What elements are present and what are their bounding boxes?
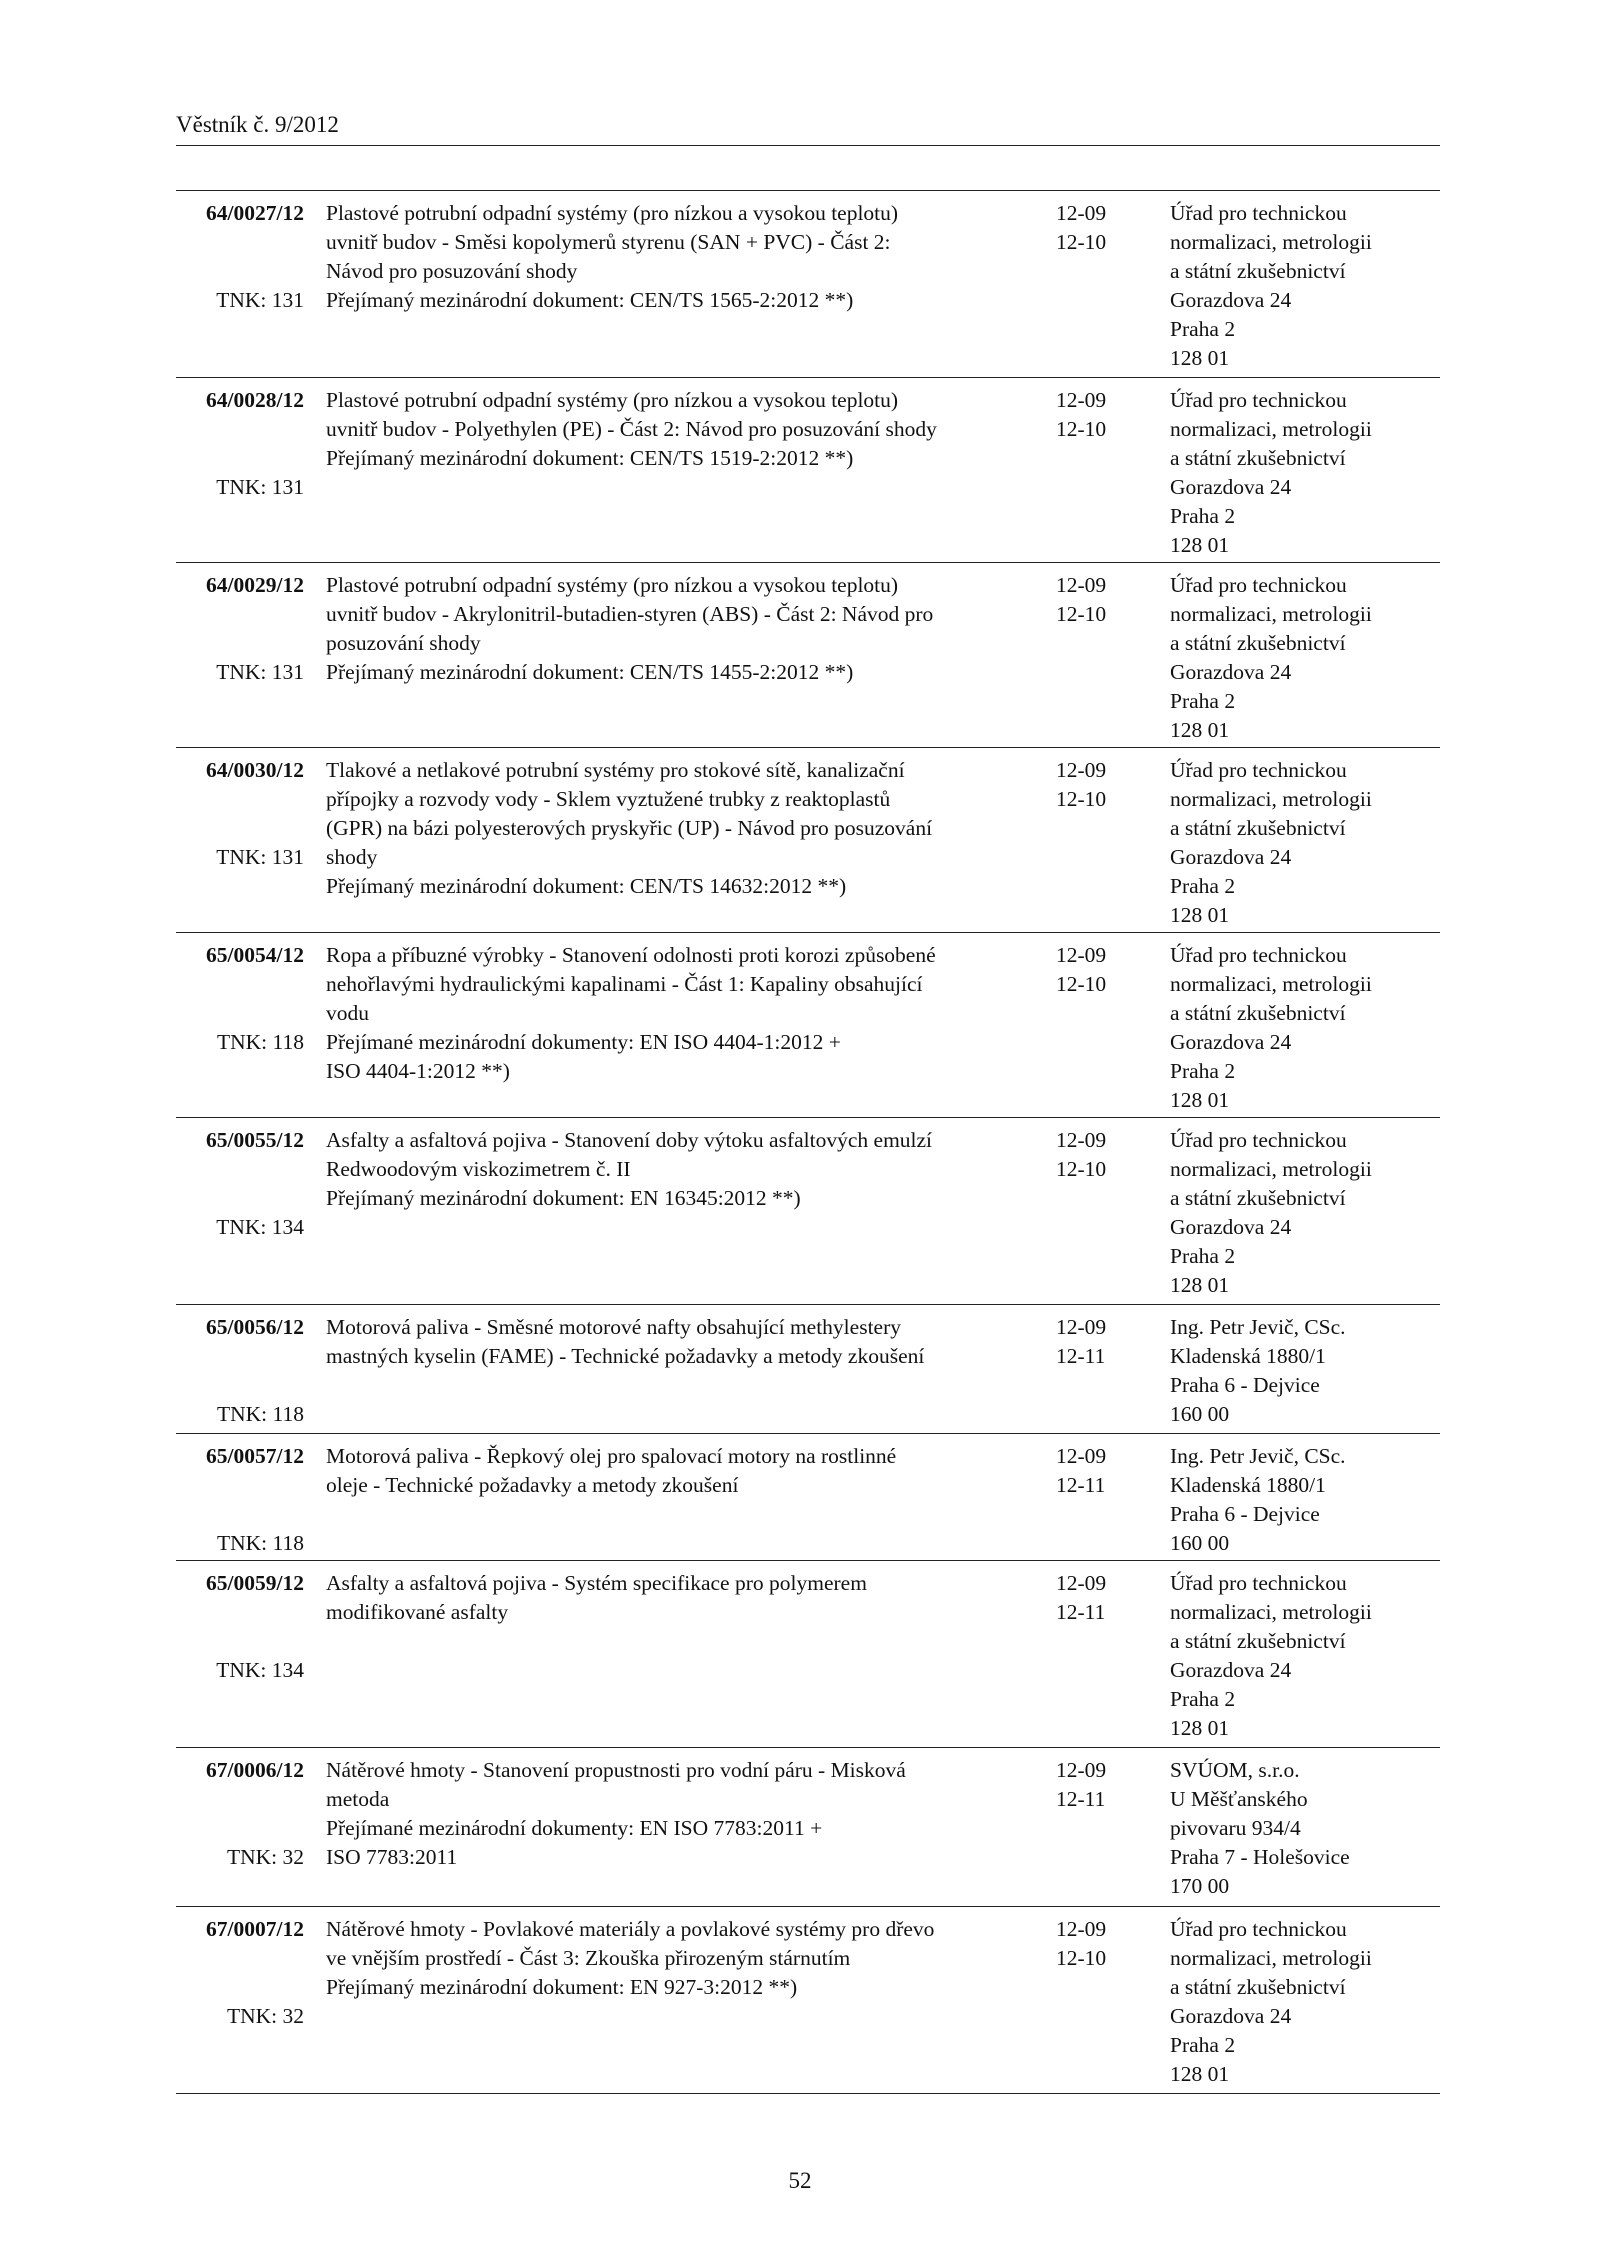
entry-date: 12-10 bbox=[1056, 602, 1107, 626]
entry-tnk: TNK: 134 bbox=[216, 1658, 304, 1682]
entry-address-line: a státní zkušebnictví bbox=[1170, 816, 1346, 840]
entry-date: 12-09 bbox=[1056, 758, 1107, 782]
entry-title-line: Přejímané mezinárodní dokumenty: EN ISO 7783:2011 + bbox=[326, 1816, 823, 1840]
entry-address-line: Úřad pro technickou bbox=[1170, 1571, 1347, 1595]
entry-address bbox=[1170, 571, 1440, 745]
entry-tnk: TNK: 32 bbox=[226, 1845, 304, 1869]
entry-number-cell bbox=[176, 1915, 304, 2028]
entry-address-line: normalizaci, metrologii bbox=[1170, 417, 1372, 441]
entry-tnk: TNK: 131 bbox=[216, 660, 304, 684]
entry-date: 12-10 bbox=[1056, 1946, 1107, 1970]
entry-address-line: Úřad pro technickou bbox=[1170, 1917, 1347, 1941]
entry-address-line: 128 01 bbox=[1170, 718, 1230, 742]
entry-address-line: Praha 2 bbox=[1170, 1687, 1236, 1711]
entry-number: 65/0056/12 bbox=[206, 1315, 304, 1339]
entry-title-line: ISO 4404-1:2012 **) bbox=[326, 1059, 510, 1083]
entry-tnk: TNK: 131 bbox=[216, 475, 304, 499]
entry-title-line: uvnitř budov - Směsi kopolymerů styrenu (SAN + PVC) - Část 2: bbox=[326, 230, 891, 254]
header-title: Věstník č. 9/2012 bbox=[176, 112, 339, 137]
entry-address-line: Úřad pro technickou bbox=[1170, 201, 1347, 225]
entry-address-line: normalizaci, metrologii bbox=[1170, 230, 1372, 254]
entry-tnk: TNK: 118 bbox=[217, 1030, 304, 1054]
entry-address-line: 128 01 bbox=[1170, 903, 1230, 927]
entry-address-line: Gorazdova 24 bbox=[1170, 475, 1292, 499]
table-row bbox=[176, 1305, 1440, 1434]
entry-title-line: Motorová paliva - Řepkový olej pro spalovací motory na rostlinné bbox=[326, 1444, 897, 1468]
entry-address-line: 128 01 bbox=[1170, 533, 1230, 557]
entry-number: 67/0007/12 bbox=[206, 1917, 304, 1941]
entry-dates bbox=[1056, 1756, 1136, 1814]
entry-date: 12-09 bbox=[1056, 388, 1107, 412]
entry-date: 12-09 bbox=[1056, 1315, 1107, 1339]
entry-title-line: Asfalty a asfaltová pojiva - Systém specifikace pro polymerem bbox=[326, 1571, 867, 1595]
entry-title-line: Přejímané mezinárodní dokumenty: EN ISO 4404-1:2012 + bbox=[326, 1030, 841, 1054]
entry-title-line: přípojky a rozvody vody - Sklem vyztužené trubky z reaktoplastů bbox=[326, 787, 891, 811]
entry-address bbox=[1170, 1569, 1440, 1743]
entry-address-line: 128 01 bbox=[1170, 346, 1230, 370]
entry-address-line: Kladenská 1880/1 bbox=[1170, 1344, 1326, 1368]
entry-dates bbox=[1056, 756, 1136, 814]
entry-address-line: 128 01 bbox=[1170, 1273, 1230, 1297]
entry-title-line: Návod pro posuzování shody bbox=[326, 259, 578, 283]
entry-address-line: Gorazdova 24 bbox=[1170, 2004, 1292, 2028]
entry-address-line: Úřad pro technickou bbox=[1170, 388, 1347, 412]
entry-dates bbox=[1056, 386, 1136, 444]
entry-address-line: normalizaci, metrologii bbox=[1170, 972, 1372, 996]
entry-address-line: normalizaci, metrologii bbox=[1170, 1157, 1372, 1181]
entry-address bbox=[1170, 386, 1440, 560]
entry-address-line: pivovaru 934/4 bbox=[1170, 1816, 1301, 1840]
entry-address-line: a státní zkušebnictví bbox=[1170, 1001, 1346, 1025]
entry-address-line: a státní zkušebnictví bbox=[1170, 1975, 1346, 1999]
entry-address-line: Úřad pro technickou bbox=[1170, 943, 1347, 967]
entry-date: 12-09 bbox=[1056, 1571, 1107, 1595]
entry-dates bbox=[1056, 1915, 1136, 1973]
entry-address-line: Praha 6 - Dejvice bbox=[1170, 1502, 1320, 1526]
entry-number-cell bbox=[176, 1126, 304, 1239]
entry-address-line: normalizaci, metrologii bbox=[1170, 1600, 1372, 1624]
entry-tnk: TNK: 32 bbox=[226, 2004, 304, 2028]
entry-address-line: a státní zkušebnictví bbox=[1170, 631, 1346, 655]
entry-address bbox=[1170, 1126, 1440, 1300]
entry-date: 12-11 bbox=[1056, 1344, 1106, 1368]
entry-tnk: TNK: 131 bbox=[216, 288, 304, 312]
entry-title-line: Přejímaný mezinárodní dokument: CEN/TS 14632:2012 **) bbox=[326, 874, 847, 898]
entries-list bbox=[176, 190, 1440, 2094]
entry-dates bbox=[1056, 941, 1136, 999]
table-row bbox=[176, 1907, 1440, 2094]
entry-title-line: ISO 7783:2011 bbox=[326, 1845, 458, 1869]
entry-number-cell bbox=[176, 386, 304, 499]
table-row bbox=[176, 378, 1440, 563]
entry-address-line: Gorazdova 24 bbox=[1170, 1215, 1292, 1239]
entry-number-cell bbox=[176, 1313, 304, 1426]
entry-title-line: Nátěrové hmoty - Povlakové materiály a povlakové systémy pro dřevo bbox=[326, 1917, 935, 1941]
entry-title-line: Tlakové a netlakové potrubní systémy pro stokové sítě, kanalizační bbox=[326, 758, 905, 782]
entry-title-line: mastných kyselin (FAME) - Technické požadavky a metody zkoušení bbox=[326, 1344, 925, 1368]
entry-address bbox=[1170, 756, 1440, 930]
entry-number-cell bbox=[176, 1569, 304, 1682]
entry-title-line: Plastové potrubní odpadní systémy (pro nízkou a vysokou teplotu) bbox=[326, 388, 899, 412]
entry-date: 12-09 bbox=[1056, 201, 1107, 225]
entry-address-line: SVÚOM, s.r.o. bbox=[1170, 1758, 1300, 1782]
entry-title-line: Nátěrové hmoty - Stanovení propustnosti pro vodní páru - Misková bbox=[326, 1758, 906, 1782]
entry-number: 65/0054/12 bbox=[206, 943, 304, 967]
entry-title-line: vodu bbox=[326, 1001, 369, 1025]
table-row bbox=[176, 563, 1440, 748]
entry-title-line: posuzování shody bbox=[326, 631, 481, 655]
entry-address bbox=[1170, 1915, 1440, 2089]
entry-title-line: Přejímaný mezinárodní dokument: EN 927-3:2012 **) bbox=[326, 1975, 798, 1999]
entry-number: 64/0030/12 bbox=[206, 758, 304, 782]
entry-number: 64/0027/12 bbox=[206, 201, 304, 225]
entry-address-line: Praha 2 bbox=[1170, 874, 1236, 898]
entry-address-line: Praha 2 bbox=[1170, 504, 1236, 528]
entry-address-line: Gorazdova 24 bbox=[1170, 288, 1292, 312]
entry-dates bbox=[1056, 571, 1136, 629]
entry-address-line: 160 00 bbox=[1170, 1531, 1230, 1555]
entry-title-line: metoda bbox=[326, 1787, 390, 1811]
entry-date: 12-09 bbox=[1056, 943, 1107, 967]
entry-number-cell bbox=[176, 571, 304, 684]
entry-address-line: Gorazdova 24 bbox=[1170, 845, 1292, 869]
entry-address-line: Gorazdova 24 bbox=[1170, 1030, 1292, 1054]
entry-address-line: Gorazdova 24 bbox=[1170, 660, 1292, 684]
entry-address-line: normalizaci, metrologii bbox=[1170, 787, 1372, 811]
entry-number: 64/0028/12 bbox=[206, 388, 304, 412]
entry-number: 65/0059/12 bbox=[206, 1571, 304, 1595]
table-row bbox=[176, 1748, 1440, 1907]
entry-title-line: Motorová paliva - Směsné motorové nafty obsahující methylestery bbox=[326, 1315, 901, 1339]
entry-address-line: Úřad pro technickou bbox=[1170, 1128, 1347, 1152]
entry-number-cell bbox=[176, 941, 304, 1054]
entry-tnk: TNK: 134 bbox=[216, 1215, 304, 1239]
entry-address-line: Ing. Petr Jevič, CSc. bbox=[1170, 1315, 1346, 1339]
entry-date: 12-09 bbox=[1056, 1917, 1107, 1941]
entry-date: 12-09 bbox=[1056, 1128, 1107, 1152]
entry-title-line: Ropa a příbuzné výrobky - Stanovení odolnosti proti korozi způsobené bbox=[326, 943, 936, 967]
entry-title-line: Redwoodovým viskozimetrem č. II bbox=[326, 1157, 631, 1181]
entry-date: 12-11 bbox=[1056, 1600, 1106, 1624]
entry-address-line: Praha 6 - Dejvice bbox=[1170, 1373, 1320, 1397]
entry-number: 65/0057/12 bbox=[206, 1444, 304, 1468]
entry-address-line: 170 00 bbox=[1170, 1874, 1230, 1898]
entry-address bbox=[1170, 1442, 1440, 1558]
entry-address bbox=[1170, 941, 1440, 1115]
entry-number-cell bbox=[176, 756, 304, 869]
entry-title-line: Přejímaný mezinárodní dokument: CEN/TS 1455-2:2012 **) bbox=[326, 660, 854, 684]
entry-dates bbox=[1056, 1313, 1136, 1371]
entry-title-line: ve vnějším prostředí - Část 3: Zkouška přirozeným stárnutím bbox=[326, 1946, 851, 1970]
entry-address-line: normalizaci, metrologii bbox=[1170, 1946, 1372, 1970]
entry-title-line: oleje - Technické požadavky a metody zkoušení bbox=[326, 1473, 739, 1497]
entry-address-line: Gorazdova 24 bbox=[1170, 1658, 1292, 1682]
entry-title-line: uvnitř budov - Akrylonitril-butadien-styren (ABS) - Část 2: Návod pro bbox=[326, 602, 934, 626]
entry-dates bbox=[1056, 1126, 1136, 1184]
entry-title-line: nehořlavými hydraulickými kapalinami - Část 1: Kapaliny obsahující bbox=[326, 972, 923, 996]
entry-dates bbox=[1056, 1569, 1136, 1627]
entry-dates bbox=[1056, 199, 1136, 257]
entry-title-line: uvnitř budov - Polyethylen (PE) - Část 2: Návod pro posuzování shody bbox=[326, 417, 937, 441]
entry-title-line: Přejímaný mezinárodní dokument: EN 16345:2012 **) bbox=[326, 1186, 801, 1210]
entry-dates bbox=[1056, 1442, 1136, 1500]
entry-number: 67/0006/12 bbox=[206, 1758, 304, 1782]
entry-number-cell bbox=[176, 199, 304, 312]
page-number: 52 bbox=[788, 2168, 812, 2193]
entry-address-line: U Měšťanského bbox=[1170, 1787, 1308, 1811]
entry-address-line: 128 01 bbox=[1170, 1088, 1230, 1112]
entry-tnk: TNK: 118 bbox=[217, 1402, 304, 1426]
entry-address-line: Úřad pro technickou bbox=[1170, 758, 1347, 782]
entry-date: 12-10 bbox=[1056, 1157, 1107, 1181]
entry-address-line: 160 00 bbox=[1170, 1402, 1230, 1426]
entry-title-line: Asfalty a asfaltová pojiva - Stanovení doby výtoku asfaltových emulzí bbox=[326, 1128, 933, 1152]
table-row bbox=[176, 748, 1440, 933]
entry-address bbox=[1170, 1756, 1440, 1901]
entry-address-line: Úřad pro technickou bbox=[1170, 573, 1347, 597]
entry-address-line: Praha 7 - Holešovice bbox=[1170, 1845, 1350, 1869]
entry-number: 64/0029/12 bbox=[206, 573, 304, 597]
page-header bbox=[176, 112, 1440, 146]
table-row bbox=[176, 933, 1440, 1118]
entry-address-line: Kladenská 1880/1 bbox=[1170, 1473, 1326, 1497]
entry-address bbox=[1170, 1313, 1440, 1429]
table-row bbox=[176, 1118, 1440, 1305]
entry-address-line: Praha 2 bbox=[1170, 2033, 1236, 2057]
entry-title-line: modifikované asfalty bbox=[326, 1600, 509, 1624]
entry-number-cell bbox=[176, 1442, 304, 1555]
table-row bbox=[176, 1561, 1440, 1748]
entry-title-line: shody bbox=[326, 845, 378, 869]
entry-address bbox=[1170, 199, 1440, 373]
table-row bbox=[176, 1434, 1440, 1561]
entry-address-line: a státní zkušebnictví bbox=[1170, 259, 1346, 283]
entry-date: 12-10 bbox=[1056, 787, 1107, 811]
entry-address-line: Praha 2 bbox=[1170, 1244, 1236, 1268]
entry-title-line: Plastové potrubní odpadní systémy (pro nízkou a vysokou teplotu) bbox=[326, 201, 899, 225]
entry-date: 12-11 bbox=[1056, 1787, 1106, 1811]
entry-date: 12-09 bbox=[1056, 1444, 1107, 1468]
entry-address-line: Praha 2 bbox=[1170, 1059, 1236, 1083]
entry-tnk: TNK: 118 bbox=[217, 1531, 304, 1555]
entry-number-cell bbox=[176, 1756, 304, 1869]
entry-title-line: Přejímaný mezinárodní dokument: CEN/TS 1519-2:2012 **) bbox=[326, 446, 854, 470]
entry-address-line: 128 01 bbox=[1170, 1716, 1230, 1740]
entry-title-line: Plastové potrubní odpadní systémy (pro nízkou a vysokou teplotu) bbox=[326, 573, 899, 597]
entry-date: 12-10 bbox=[1056, 417, 1107, 441]
entry-date: 12-10 bbox=[1056, 230, 1107, 254]
entry-address-line: a státní zkušebnictví bbox=[1170, 446, 1346, 470]
entry-address-line: Ing. Petr Jevič, CSc. bbox=[1170, 1444, 1346, 1468]
entry-title-line: (GPR) na bázi polyesterových pryskyřic (UP) - Návod pro posuzování bbox=[326, 816, 933, 840]
entry-address-line: normalizaci, metrologii bbox=[1170, 602, 1372, 626]
entry-address-line: a státní zkušebnictví bbox=[1170, 1186, 1346, 1210]
entry-date: 12-09 bbox=[1056, 1758, 1107, 1782]
entry-address-line: a státní zkušebnictví bbox=[1170, 1629, 1346, 1653]
table-row bbox=[176, 191, 1440, 378]
entry-date: 12-09 bbox=[1056, 573, 1107, 597]
entry-date: 12-10 bbox=[1056, 972, 1107, 996]
entry-number: 65/0055/12 bbox=[206, 1128, 304, 1152]
entry-title-line: Přejímaný mezinárodní dokument: CEN/TS 1565-2:2012 **) bbox=[326, 288, 854, 312]
entry-address-line: Praha 2 bbox=[1170, 317, 1236, 341]
entry-date: 12-11 bbox=[1056, 1473, 1106, 1497]
entry-address-line: 128 01 bbox=[1170, 2062, 1230, 2086]
entry-address-line: Praha 2 bbox=[1170, 689, 1236, 713]
entry-tnk: TNK: 131 bbox=[216, 845, 304, 869]
